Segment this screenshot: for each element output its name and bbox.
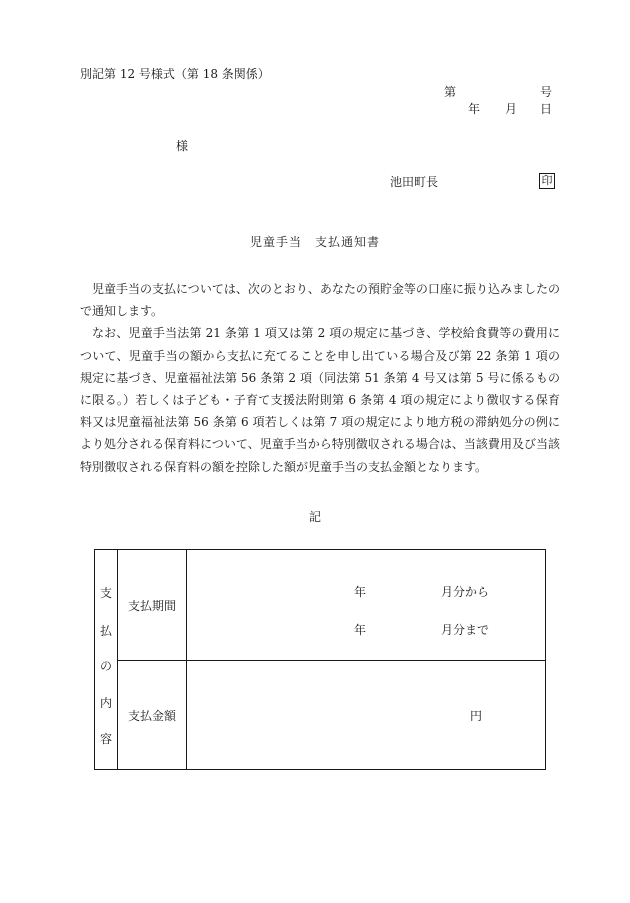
document-number-suffix: 号 (540, 85, 553, 99)
ki-marker: 記 (308, 510, 321, 524)
date-day-label: 日 (540, 102, 553, 116)
period-year-to: 年 (354, 623, 367, 637)
sender-name: 池田町長 (390, 175, 439, 189)
period-year-from: 年 (354, 585, 367, 599)
paragraph-deduction: なお、児童手当法第 21 条第 1 項又は第 2 項の規定に基づき、学校給食費等の費用について、児童手当の額から支払に充てることを申し出ている場合及び第 22 条第 1 項の規定に基づき、児童福祉法第 56 条第 2 項（同法第 51 条第 4 号又は第 5 号に係るものに限る。）若しくは子ども・子育て支援法附則第 6 条第 4 項の規定により徴収する保育料又は児童福祉法第 56 条第 6 項若しくは第 7 項の規定により地方税の滞納処分の例により処分される保育料について、児童手当から特別徴収される場合は、当該費用及び当該特別徴収される保育料の額を控除した額が児童手当の支払金額となります。 (80, 326, 560, 474)
side-char: の (99, 659, 112, 673)
side-char: 支 (99, 586, 112, 600)
side-char: 内 (99, 696, 112, 710)
side-char: 容 (99, 732, 112, 746)
document-number-prefix: 第 (444, 85, 457, 99)
form-label: 別記第 12 号様式（第 18 条関係） (80, 67, 270, 81)
period-to: 月分まで (441, 623, 490, 637)
date-month-label: 月 (505, 102, 518, 116)
addressee-suffix: 様 (176, 139, 189, 153)
side-char: 払 (99, 624, 112, 638)
divider-row (117, 660, 545, 661)
period-label: 支払期間 (128, 599, 177, 613)
paragraph-notice: 児童手当の支払については、次のとおり、あなたの預貯金等の口座に振り込みましたので通知します。 (80, 282, 560, 319)
amount-label: 支払金額 (128, 709, 177, 723)
date-year-label: 年 (468, 102, 481, 116)
amount-unit: 円 (470, 709, 483, 723)
seal-mark: 印 (539, 173, 555, 189)
body-text (80, 278, 560, 478)
page-title: 児童手当 支払通知書 (249, 235, 380, 249)
period-from: 月分から (441, 585, 490, 599)
payment-details-table (94, 549, 546, 770)
